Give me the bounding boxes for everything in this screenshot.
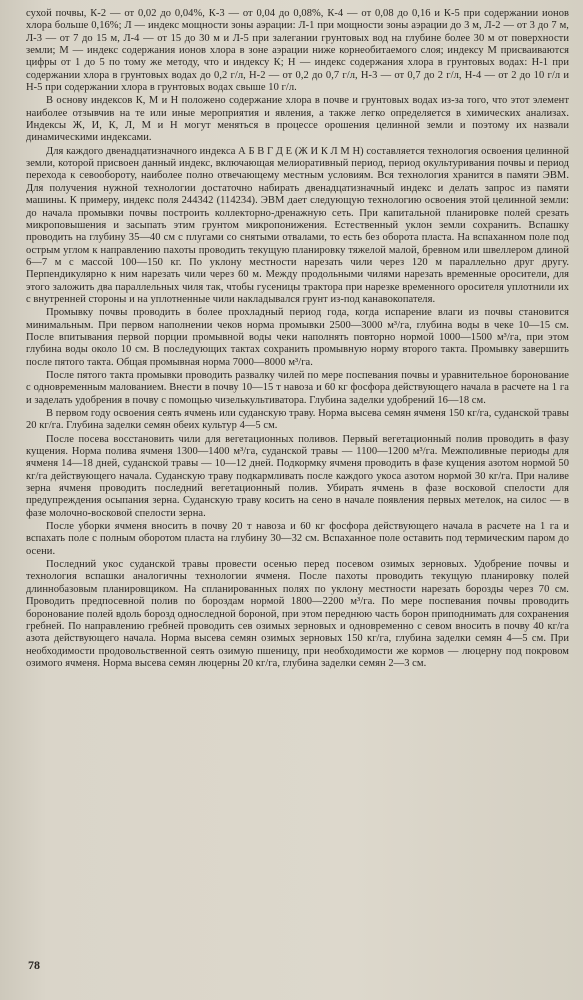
paragraph-8: После уборки ячменя вносить в почву 20 т навоза и 60 кг фосфора действующего начала в расчете на 1 га и вспахать поле с полным оборотом пласта на глубину 30—32 см. Вспаханное поле оставить под термическим паром до осени.: [26, 521, 569, 557]
page-text: [26, 8, 569, 670]
paragraph-9: Последний укос суданской травы провести осенью перед посевом озимых зерновых. Удобрение почвы и технология вспашки аналогичны технологии ячменя. После пахоты проводить текущую планировку полей длиннобазовым планировщиком. На спланированных полях по уклону местности нарезать борозды через 70 см. Проводить предпосевной полив по бороздам нормой 1800—2200 м³/га. По мере поспевания почвы проводить боронование полей вдоль борозд односледной бороной, при этом переднюю часть борон приподнимать для сохранения гребней. По направлению гребней проводить сев озимых зерновых и одновременно с севом вносить в почву 40 кг/га азота действующего начала. Норма высева семян озимых зерновых 150 кг/га, глубина заделки семян 4—5 см. При необходимости продовольственной сеять озимую пшеницу, при необходимости же кормов — люцерну под покровом озимого ячменя. Норма высева семян люцерны 20 кг/га, глубина заделки семян 2—3 см.: [26, 559, 569, 669]
paragraph-7: После посева восстановить чили для вегетационных поливов. Первый вегетационный полив проводить в фазу кущения. Норма полива ячменя 1300—1400 м³/га, суданской травы — 1100—1200 м³/га. Межполивные периоды для ячменя 14—18 дней, суданской травы — 10—12 дней. Подкормку ячменя проводить в фазе кущения азотом нормой 50 кг/га действующего начала. Суданскую траву подкармливать после каждого укоса азотом нормой 30 кг/га. При наливе зерна ячменя проводить последний вегетационный полив. Убирать ячмень в фазе восковой спелости для предупреждения осыпания зерна. Суданскую траву косить на сено в начале появления первых метелок, на силос — в фазе молочно-восковой спелости зерна.: [26, 433, 569, 519]
paragraph-4: Промывку почвы проводить в более прохладный период года, когда испарение влаги из почвы становится минимальным. При первом наполнении чеков норма промывки 2500—3000 м³/га, глубина воды в чеке 10—15 см. После впитывания первой порции промывной воды чеки наполнять повторно нормой 1000—1500 м³/га, при этом глубина воды около 10 см. В последующих тактах сохранить промывную норму второго такта. Промывку завершить после пятого такта. Общая промывная норма 7000—8000 м³/га.: [26, 307, 569, 368]
paragraph-3: Для каждого двенадцатизначного индекса А Б В Г Д Е (Ж И К Л М Н) составляется технология освоения целинной земли, которой присвоен данный индекс, включающая мелиоративный период, период окультуривания почвы и период перехода к севообороту, наиболее полно отвечающему местным условиям. Вся технология хранится в памяти ЭВМ. Для получения нужной технологии достаточно набирать двенадцатизначный индекс и делать запрос из памяти машины. К примеру, индекс поля 244342 (114234). ЭВМ дает следующую технологию освоения этой целинной земли: до начала промывки почвы построить коллекторно-дренажную сеть. При капитальной планировке полей срезать микроповышения и засыпать этим грунтом микропонижения. Естественный уклон земли сохранить. Вспашку проводить на глубину 35—40 см с плугами со снятыми отвалами, то есть без оборота пласта. На вспаханном поле под острым углом к направлению пахоты проводить текущую планировку тяжелой малой, бревном или швеллером длиной 6—7 м с массой 100—150 кг. По уклону местности нарезать чили через 120 м параллельно друг другу. Перпендикулярно к ним нарезать чили через 60 м. Между продольными чилями нарезать временные оросители, для этого заложить два параллельных чиля так, чтобы гусеницы трактора при нарезке временного оросителя уплотнили их с внутренней стороны и на уплотненные чили накладывался грунт из-под канавокопателя.: [26, 145, 569, 305]
paragraph-6: В первом году освоения сеять ячмень или суданскую траву. Норма высева семян ячменя 150 кг/га, суданской травы 20 кг/га. Глубина заделки семян обеих культур 4—5 см.: [26, 408, 569, 432]
page-number: 78: [28, 958, 40, 972]
paragraph-5: После пятого такта промывки проводить развалку чилей по мере поспевания почвы и уравнительное боронование с одновременным малованием. Внести в почву 10—15 т навоза и 60 кг фосфора действующего начала в расчете на 1 га и заделать удобрения в почву с помощью чизелькультиватора. Глубина заделки удобрений 16—18 см.: [26, 369, 569, 406]
paragraph-2: В основу индексов К, М и Н положено содержание хлора в почве и грунтовых водах из-за того, что этот элемент наиболее отзывчив на те или иные мероприятия и явления, а также легко определяется в химических анализах. Индексы Ж, И, К, Л, М и Н могут меняться в процессе орошения целинной земли и поэтому их назвали динамическими индексами.: [26, 95, 569, 144]
paragraph-1: сухой почвы, К-2 — от 0,02 до 0,04%, К-3 — от 0,04 до 0,08%, К-4 — от 0,08 до 0,16 и К-5 при содержании ионов хлора больше 0,16%; Л — индекс мощности зоны аэрации: Л-1 при мощности зоны аэрации до 3 м, Л-2 — от 3 до 7 м, Л-3 — от 7 до 15 м, Л-4 — от 15 до 30 м и Л-5 при залегании грунтовых вод на глубине более 30 м от поверхности земли; М — индекс содержания ионов хлора в зоне аэрации ниже корнеобитаемого слоя; индексу М присваиваются цифры от 1 до 5 по тому же методу, что и индексу К; Н — индекс содержания хлора в грунтовых водах: Н-1 при содержании хлора в грунтовых водах до 0,2 г/л, Н-2 — от 0,2 до 0,7 г/л, Н-3 — от 0,7 до 2 г/л, Н-4 — от 2 до 10 г/л и Н-5 при содержании хлора в грунтовых водах свыше 10 г/л.: [26, 8, 569, 94]
